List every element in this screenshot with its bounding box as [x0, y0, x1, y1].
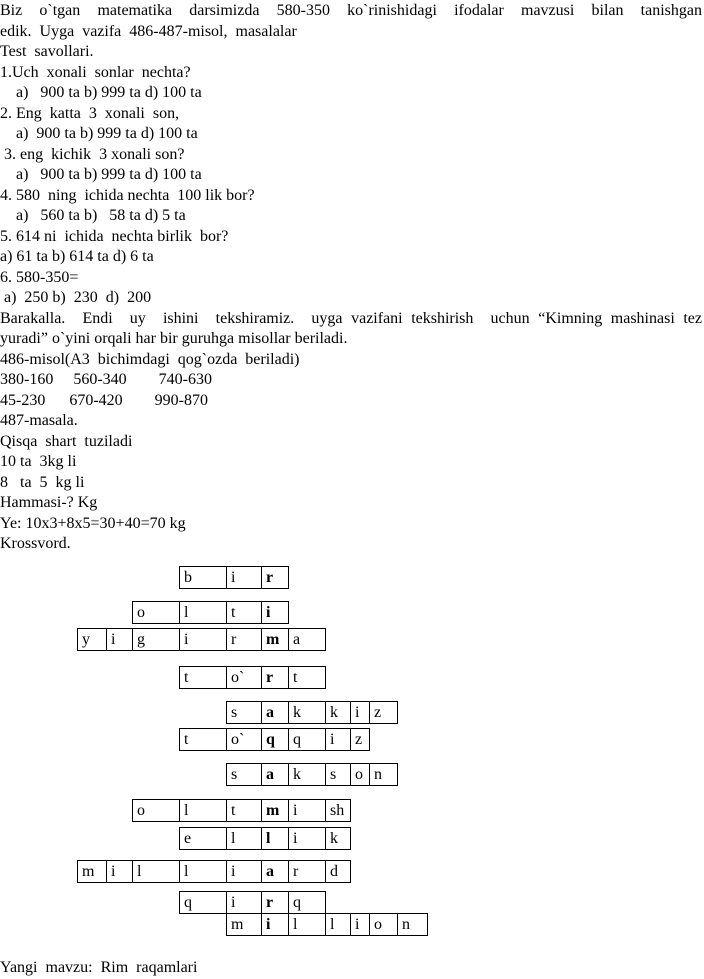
text-line: 486-misol(A3 bichimdagi qog`ozda beriladi) [0, 350, 300, 368]
crossword-cell: s [226, 763, 262, 786]
crossword-cell: o` [226, 728, 262, 751]
crossword-cell: q [179, 891, 227, 914]
crossword-cell: k [325, 701, 351, 724]
text-line: 3. eng kichik 3 xonali son? [0, 145, 185, 163]
crossword-cell: r [288, 860, 326, 883]
crossword-cell: o [350, 763, 370, 786]
crossword-cell: i [226, 566, 262, 589]
text-line: 8 ta 5 kg li [0, 473, 85, 491]
text-line: a) 61 ta b) 614 ta d) 6 ta [0, 248, 154, 265]
crossword-cell: l [226, 827, 262, 850]
crossword-cell: a [261, 860, 289, 883]
crossword-cell: s [226, 701, 262, 724]
text-line: 2. Eng katta 3 xonali son, [0, 104, 180, 122]
crossword-cell: m [261, 799, 289, 822]
text-line: Hammasi-? Kg [0, 494, 98, 511]
crossword-cell: g [132, 628, 180, 651]
text-line: 5. 614 ni ichida nechta birlik bor? [0, 227, 229, 245]
text-line: a) 900 ta b) 999 ta d) 100 ta [0, 84, 202, 101]
crossword-cell: l [261, 827, 289, 850]
crossword-cell: l [179, 601, 227, 624]
text-line: Krossvord. [0, 535, 71, 552]
text-line: Ye: 10x3+8x5=30+40=70 kg [0, 514, 186, 532]
crossword-cell: i [288, 799, 326, 822]
crossword-cell: t [288, 666, 326, 689]
crossword-cell: l [288, 913, 326, 936]
text-line: 4. 580 ning ichida nechta 100 lik bor? [0, 186, 255, 204]
crossword-cell: o` [226, 666, 262, 689]
text-line: Barakalla. Endi uy ishini tekshiramiz. uyga vazifani tekshirish uchun “Kimning mashinasi tez [0, 309, 702, 327]
crossword-cell: m [77, 860, 107, 883]
crossword-cell: r [261, 666, 289, 689]
crossword-cell: q [288, 891, 326, 914]
crossword-cell: o [132, 601, 180, 624]
crossword-cell: z [350, 728, 370, 751]
crossword-cell: n [397, 913, 428, 936]
crossword-cell: d [325, 860, 351, 883]
crossword-cell: k [288, 701, 326, 724]
crossword-cell: i [325, 728, 351, 751]
text-line: a) 250 b) 230 d) 200 [0, 289, 152, 306]
crossword-cell: a [261, 763, 289, 786]
text-line: edik. Uyga vazifa 486-487-misol, masalalar [0, 22, 297, 40]
crossword-cell: n [369, 763, 398, 786]
crossword-cell: i [106, 860, 133, 883]
crossword-cell: a [288, 628, 326, 651]
crossword-cell: q [288, 728, 326, 751]
crossword-cell: i [261, 913, 289, 936]
footer-next-topic: Yangi mavzu: Rim raqamlari [0, 959, 198, 976]
text-line: 45-230 670-420 990-870 [0, 391, 208, 409]
crossword-cell: i [226, 891, 262, 914]
crossword-cell: r [226, 628, 262, 651]
crossword-cell: i [226, 860, 262, 883]
text-line: 380-160 560-340 740-630 [0, 371, 212, 388]
crossword-cell: t [179, 666, 227, 689]
crossword-cell: i [288, 827, 326, 850]
crossword-cell: l [325, 913, 351, 936]
crossword-cell: m [226, 913, 262, 936]
crossword-cell: q [261, 728, 289, 751]
text-line: 487-masala. [0, 412, 78, 429]
text-line: Qisqa shart tuziladi [0, 432, 133, 450]
crossword-cell: r [261, 891, 289, 914]
crossword-cell: o [369, 913, 398, 936]
crossword-cell: i [106, 628, 133, 651]
text-line: 10 ta 3kg li [0, 453, 77, 470]
text-line: 6. 580-350= [0, 268, 79, 286]
text-line: a) 900 ta b) 999 ta d) 100 ta [0, 125, 198, 142]
crossword-cell: k [288, 763, 326, 786]
crossword-cell: i [350, 913, 370, 936]
crossword-cell: m [261, 628, 289, 651]
crossword-cell: k [325, 827, 351, 850]
crossword-cell: sh [325, 799, 351, 822]
crossword-cell: l [132, 860, 180, 883]
crossword-cell: l [179, 799, 227, 822]
text-line: 1.Uch xonali sonlar nechta? [0, 63, 191, 81]
text-line: Biz o`tgan matematika darsimizda 580-350 ko`rinishidagi ifodalar mavzusi bilan tanishgan [0, 2, 702, 19]
text-line: a) 900 ta b) 999 ta d) 100 ta [0, 166, 202, 183]
crossword-cell: e [179, 827, 227, 850]
text-line: yuradi” o`yini orqali har bir guruhga misollar beriladi. [0, 330, 348, 347]
text-line: a) 560 ta b) 58 ta d) 5 ta [0, 207, 186, 224]
crossword-cell: s [325, 763, 351, 786]
crossword-cell: t [226, 799, 262, 822]
crossword-cell: r [261, 566, 289, 589]
crossword-cell: t [226, 601, 262, 624]
crossword-cell: t [179, 728, 227, 751]
text-line: Test savollari. [0, 43, 94, 60]
crossword-cell: o [132, 799, 180, 822]
crossword-cell: b [179, 566, 227, 589]
crossword-cell: i [261, 601, 289, 624]
crossword-cell: l [179, 860, 227, 883]
crossword-cell: z [369, 701, 398, 724]
crossword-cell: y [77, 628, 107, 651]
crossword-cell: i [350, 701, 370, 724]
crossword-cell: i [179, 628, 227, 651]
crossword-cell: a [261, 701, 289, 724]
